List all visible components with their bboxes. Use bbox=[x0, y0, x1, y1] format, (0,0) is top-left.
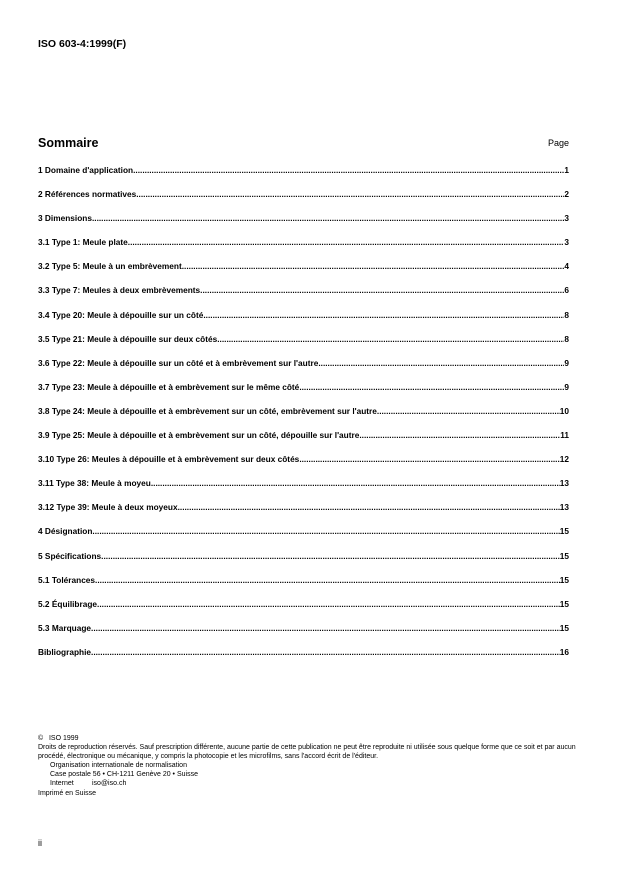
toc-leader bbox=[359, 430, 560, 441]
toc-leader bbox=[91, 623, 560, 634]
rights-notice: Droits de reproduction réservés. Sauf prescription différente, aucune partie de cette publication ne peut être reproduite ni utilisée sous quelque forme que ce soit et par aucun procédé, électronique ou mécanique, y compris la photocopie et les microfilms, sans l'accord écrit de l'éditeur. bbox=[38, 744, 576, 761]
toc-entry-label: 3.6 Type 22: Meule à dépouille sur un côté et à embrèvement sur l'autre bbox=[38, 357, 319, 368]
toc-entry-page: 15 bbox=[559, 526, 569, 537]
toc-entry-page: 15 bbox=[559, 574, 569, 585]
internet-label: Internet bbox=[50, 780, 74, 788]
toc-entry-page: 1 bbox=[564, 165, 569, 175]
toc-entry-page: 8 bbox=[564, 333, 569, 344]
toc-leader bbox=[92, 213, 564, 224]
toc-page-label: Page bbox=[547, 138, 569, 148]
toc-entry[interactable] bbox=[38, 623, 569, 647]
toc-leader bbox=[203, 310, 564, 321]
toc-entry-label: 4 Désignation bbox=[38, 526, 93, 537]
toc-entry-label: 3.5 Type 21: Meule à dépouille sur deux côtés bbox=[38, 333, 218, 344]
toc-entry[interactable] bbox=[38, 334, 569, 358]
toc-entry-page: 13 bbox=[559, 502, 569, 513]
toc-entry[interactable] bbox=[38, 285, 569, 309]
page-number: ii bbox=[38, 838, 42, 848]
internet-line bbox=[38, 779, 578, 788]
toc-leader bbox=[200, 285, 564, 296]
toc-entry-label: 3.9 Type 25: Meule à dépouille et à embrèvement sur un côté, dépouille sur l'autre bbox=[38, 430, 360, 441]
toc-entry[interactable] bbox=[38, 647, 569, 671]
toc-leader bbox=[318, 358, 564, 369]
internet-email-link[interactable]: iso@iso.ch bbox=[92, 780, 127, 788]
copyright-block bbox=[38, 734, 578, 798]
toc-leader bbox=[151, 478, 560, 489]
toc-entry-label: 3.4 Type 20: Meule à dépouille sur un côté bbox=[38, 309, 204, 320]
toc-entry-label: 5.2 Équilibrage bbox=[38, 598, 98, 609]
toc-entry[interactable] bbox=[38, 213, 569, 237]
toc-entry-page: 8 bbox=[564, 309, 569, 320]
toc-entry-page: 2 bbox=[564, 189, 569, 200]
toc-entry-page: 11 bbox=[560, 430, 569, 441]
document-id: ISO 603-4:1999(F) bbox=[38, 38, 127, 50]
toc-header bbox=[38, 136, 569, 152]
toc-entry[interactable] bbox=[38, 358, 569, 382]
toc-leader bbox=[128, 237, 565, 248]
toc-entry-label: 3.11 Type 38: Meule à moyeu bbox=[38, 478, 151, 489]
toc-leader bbox=[91, 647, 560, 658]
toc-entry[interactable] bbox=[38, 551, 569, 575]
toc-entry[interactable] bbox=[38, 502, 569, 526]
toc-entry[interactable] bbox=[38, 310, 569, 334]
toc-entry-label: 3.7 Type 23: Meule à dépouille et à embrèvement sur le même côté bbox=[38, 381, 300, 392]
toc-leader bbox=[133, 165, 564, 176]
toc-entry-label: 3.10 Type 26: Meules à dépouille et à embrèvement sur deux côtés bbox=[38, 454, 300, 465]
toc-leader bbox=[97, 599, 560, 610]
toc-entry-label: 3.12 Type 39: Meule à deux moyeux bbox=[38, 502, 178, 513]
toc-entry[interactable] bbox=[38, 599, 569, 623]
toc-entry-page: 12 bbox=[559, 454, 569, 465]
toc-entry-page: 4 bbox=[564, 261, 569, 272]
toc-entry-page: 10 bbox=[559, 405, 569, 416]
toc-entry[interactable] bbox=[38, 454, 569, 478]
toc-entry[interactable] bbox=[38, 526, 569, 550]
toc-entry[interactable] bbox=[38, 189, 569, 213]
toc-entry-label: 3 Dimensions bbox=[38, 213, 92, 224]
toc-entry-page: 13 bbox=[559, 478, 569, 489]
toc-leader bbox=[95, 575, 560, 586]
toc-entry-page: 15 bbox=[559, 622, 569, 633]
toc-entry-label: Bibliographie bbox=[38, 646, 92, 657]
toc-entry[interactable] bbox=[38, 478, 569, 502]
toc-leader bbox=[101, 551, 560, 562]
toc-leader bbox=[377, 406, 560, 417]
toc-entry-page: 15 bbox=[559, 550, 569, 561]
toc-entry[interactable] bbox=[38, 406, 569, 430]
toc-entry-label: 3.3 Type 7: Meules à deux embrèvements bbox=[38, 285, 201, 296]
toc-leader bbox=[178, 502, 560, 513]
toc-entry-label: 1 Domaine d'application bbox=[38, 165, 134, 175]
toc-entry-label: 3.1 Type 1: Meule plate bbox=[38, 237, 128, 248]
toc-entry[interactable] bbox=[38, 382, 569, 406]
toc-entry-page: 15 bbox=[559, 598, 569, 609]
postal-address: Case postale 56 • CH-1211 Genève 20 • Suisse bbox=[50, 771, 198, 779]
toc-leader bbox=[182, 261, 565, 272]
toc-entry-page: 3 bbox=[564, 213, 569, 224]
toc-entry-page: 6 bbox=[564, 285, 569, 296]
toc-entry[interactable] bbox=[38, 575, 569, 599]
toc-leader bbox=[299, 382, 564, 393]
toc-entry[interactable] bbox=[38, 261, 569, 285]
toc-entry-label: 5.1 Tolérances bbox=[38, 574, 96, 585]
toc-leader bbox=[299, 454, 559, 465]
printed-in: Imprimé en Suisse bbox=[38, 789, 96, 797]
toc-title: Sommaire bbox=[38, 136, 99, 150]
organisation-name: Organisation internationale de normalisation bbox=[50, 762, 187, 770]
toc-entry-label: 5 Spécifications bbox=[38, 550, 102, 561]
toc-leader bbox=[136, 189, 564, 200]
toc-entry-label: 5.3 Marquage bbox=[38, 622, 92, 633]
toc-leader bbox=[217, 334, 564, 345]
toc-entry[interactable] bbox=[38, 430, 569, 454]
toc-entry-label: 3.8 Type 24: Meule à dépouille et à embrèvement sur un côté, embrèvement sur l'autre bbox=[38, 405, 377, 416]
toc-entry-label: 3.2 Type 5: Meule à un embrèvement bbox=[38, 261, 182, 272]
toc-entry[interactable] bbox=[38, 237, 569, 261]
toc-entry[interactable] bbox=[38, 165, 569, 189]
copyright-line: © ISO 1999 bbox=[38, 735, 79, 742]
toc-entry-page: 9 bbox=[564, 357, 569, 368]
table-of-contents bbox=[38, 165, 569, 671]
toc-leader bbox=[92, 526, 559, 537]
toc-entry-page: 16 bbox=[559, 646, 569, 657]
toc-entry-page: 3 bbox=[564, 237, 569, 248]
toc-entry-label: 2 Références normatives bbox=[38, 189, 137, 200]
toc-entry-page: 9 bbox=[564, 381, 569, 392]
